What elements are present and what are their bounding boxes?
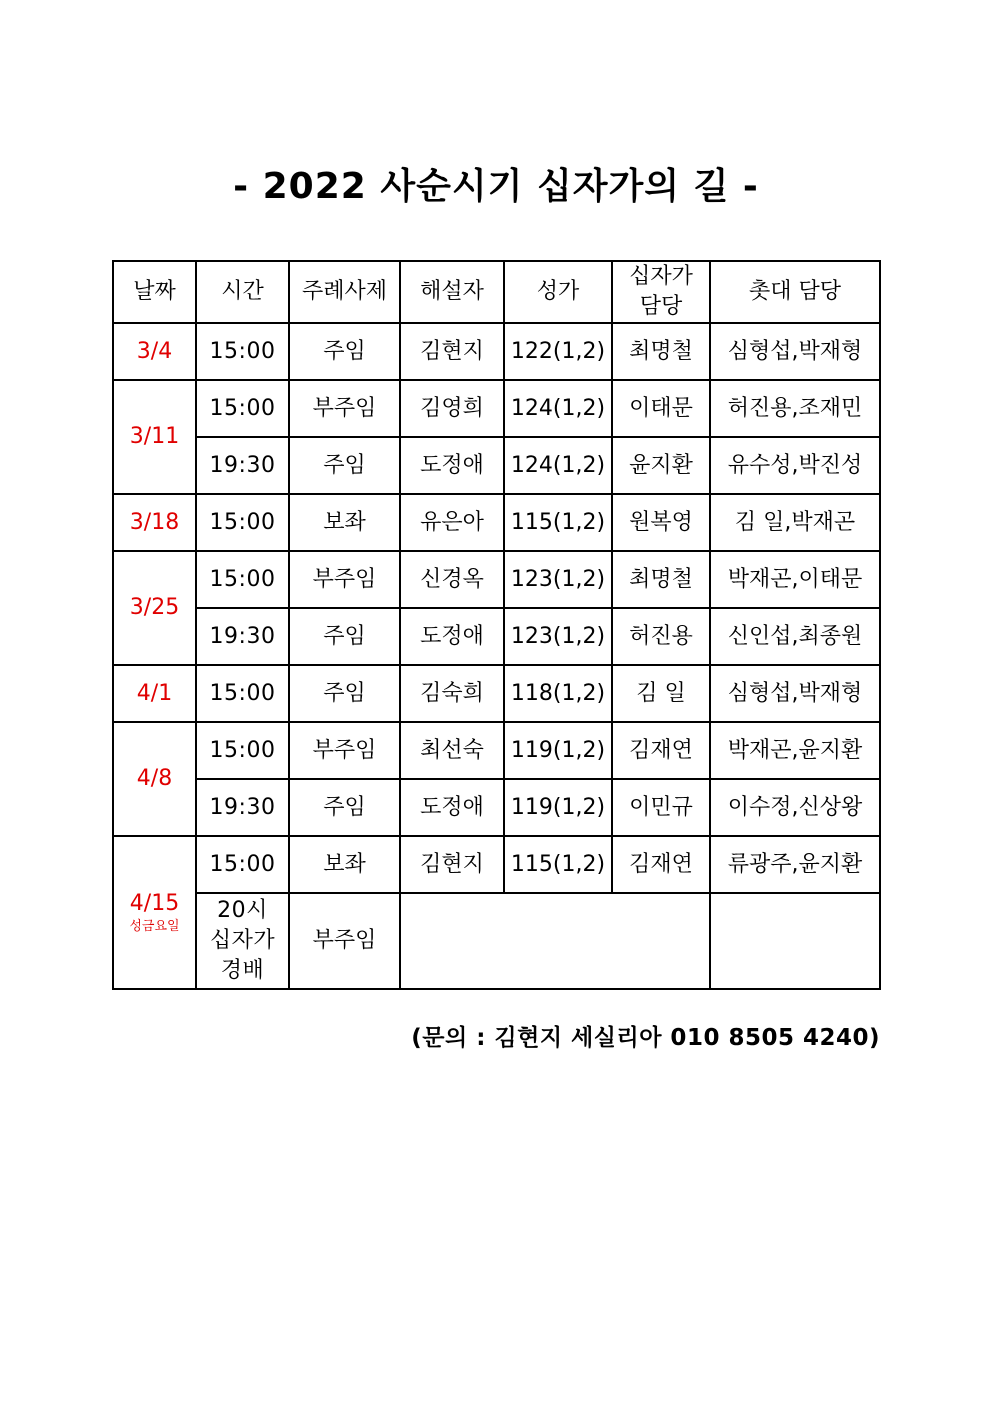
hymn-cell: 119(1,2) (504, 722, 612, 779)
time-cell: 15:00 (196, 836, 289, 893)
header-commentator: 해설자 (400, 261, 504, 323)
table-row (113, 551, 880, 608)
date-cell: 3/11 (113, 380, 196, 494)
candle-cell: 유수성,박진성 (710, 437, 880, 494)
hymn-cell: 118(1,2) (504, 665, 612, 722)
cross-cell: 최명철 (612, 551, 710, 608)
table-row (113, 437, 880, 494)
good-friday-label: 성금요일 (129, 919, 180, 935)
veneration-time-line1: 20시 (217, 898, 268, 924)
veneration-celebrant-cell: 부주임 (289, 893, 400, 989)
commentator-cell: 유은아 (400, 494, 504, 551)
candle-cell: 심형섭,박재형 (710, 665, 880, 722)
commentator-cell: 최선숙 (400, 722, 504, 779)
table-row (113, 779, 880, 836)
commentator-cell: 도정애 (400, 608, 504, 665)
time-cell: 15:00 (196, 722, 289, 779)
time-cell: 15:00 (196, 494, 289, 551)
header-cross-line1: 십자가 (629, 264, 693, 290)
hymn-cell: 119(1,2) (504, 779, 612, 836)
candle-cell: 박재곤,이태문 (710, 551, 880, 608)
date-value: 4/15 (129, 890, 180, 916)
date-cell (113, 836, 196, 989)
veneration-time-cell (196, 893, 289, 989)
table-header-row (113, 261, 880, 323)
commentator-cell: 도정애 (400, 779, 504, 836)
celebrant-cell: 주임 (289, 608, 400, 665)
cross-cell: 김 일 (612, 665, 710, 722)
hymn-cell: 124(1,2) (504, 437, 612, 494)
veneration-empty-cell (400, 893, 710, 989)
veneration-time-line3: 경배 (220, 957, 265, 983)
table-row (113, 665, 880, 722)
header-candle: 촛대 담당 (710, 261, 880, 323)
schedule-table (112, 260, 881, 990)
commentator-cell: 김영희 (400, 380, 504, 437)
hymn-cell: 115(1,2) (504, 494, 612, 551)
hymn-cell: 123(1,2) (504, 608, 612, 665)
time-cell: 19:30 (196, 437, 289, 494)
celebrant-cell: 주임 (289, 779, 400, 836)
table-row (113, 836, 880, 893)
table-row-veneration (113, 893, 880, 989)
table-row (113, 494, 880, 551)
time-cell: 15:00 (196, 551, 289, 608)
candle-cell: 류광주,윤지환 (710, 836, 880, 893)
time-cell: 15:00 (196, 665, 289, 722)
celebrant-cell: 주임 (289, 437, 400, 494)
hymn-cell: 115(1,2) (504, 836, 612, 893)
date-cell: 4/8 (113, 722, 196, 836)
cross-cell: 이민규 (612, 779, 710, 836)
candle-cell: 김 일,박재곤 (710, 494, 880, 551)
header-hymn: 성가 (504, 261, 612, 323)
celebrant-cell: 보좌 (289, 494, 400, 551)
header-time: 시간 (196, 261, 289, 323)
veneration-empty-candle-cell (710, 893, 880, 989)
header-celebrant: 주례사제 (289, 261, 400, 323)
hymn-cell: 122(1,2) (504, 323, 612, 380)
table-row (113, 380, 880, 437)
cross-cell: 김재연 (612, 722, 710, 779)
commentator-cell: 신경옥 (400, 551, 504, 608)
commentator-cell: 김현지 (400, 836, 504, 893)
cross-cell: 윤지환 (612, 437, 710, 494)
veneration-time-line2: 십자가 (209, 928, 276, 954)
cross-cell: 허진용 (612, 608, 710, 665)
table-row (113, 323, 880, 380)
candle-cell: 허진용,조재민 (710, 380, 880, 437)
cross-cell: 원복영 (612, 494, 710, 551)
celebrant-cell: 주임 (289, 665, 400, 722)
cross-cell: 김재연 (612, 836, 710, 893)
celebrant-cell: 부주임 (289, 722, 400, 779)
commentator-cell: 도정애 (400, 437, 504, 494)
date-cell: 3/25 (113, 551, 196, 665)
celebrant-cell: 부주임 (289, 380, 400, 437)
cross-cell: 최명철 (612, 323, 710, 380)
time-cell: 15:00 (196, 323, 289, 380)
date-cell: 3/4 (113, 323, 196, 380)
candle-cell: 심형섭,박재형 (710, 323, 880, 380)
time-cell: 19:30 (196, 608, 289, 665)
candle-cell: 신인섭,최종원 (710, 608, 880, 665)
table-row (113, 722, 880, 779)
header-date: 날짜 (113, 261, 196, 323)
commentator-cell: 김숙희 (400, 665, 504, 722)
celebrant-cell: 주임 (289, 323, 400, 380)
celebrant-cell: 부주임 (289, 551, 400, 608)
time-cell: 19:30 (196, 779, 289, 836)
header-cross-line2: 담당 (639, 294, 683, 319)
date-cell: 3/18 (113, 494, 196, 551)
date-cell: 4/1 (113, 665, 196, 722)
hymn-cell: 123(1,2) (504, 551, 612, 608)
hymn-cell: 124(1,2) (504, 380, 612, 437)
cross-cell: 이태문 (612, 380, 710, 437)
page-title: - 2022 사순시기 십자가의 길 - (233, 166, 759, 207)
header-cross (612, 261, 710, 323)
candle-cell: 이수정,신상왕 (710, 779, 880, 836)
celebrant-cell: 보좌 (289, 836, 400, 893)
table-row (113, 608, 880, 665)
candle-cell: 박재곤,윤지환 (710, 722, 880, 779)
commentator-cell: 김현지 (400, 323, 504, 380)
time-cell: 15:00 (196, 380, 289, 437)
contact-info: (문의 : 김현지 세실리아 010 8505 4240) (411, 1025, 880, 1051)
